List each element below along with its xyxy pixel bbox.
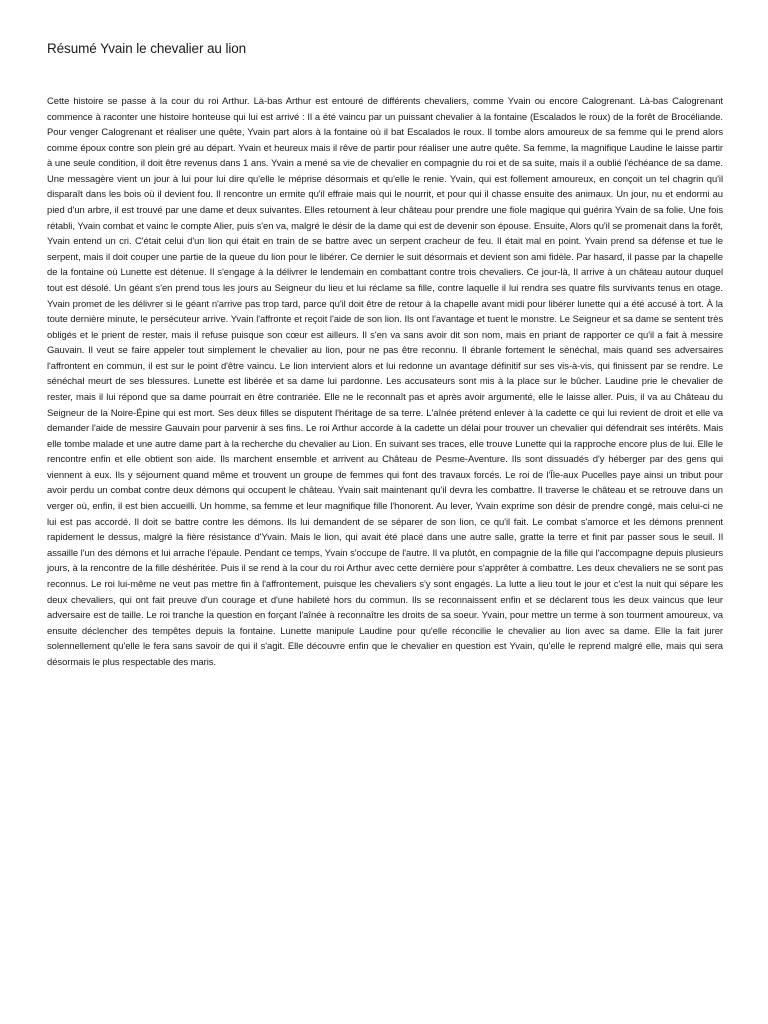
document-title: Résumé Yvain le chevalier au lion xyxy=(47,41,247,56)
document-body-text: Cette histoire se passe à la cour du roi Arthur. Là-bas Arthur est entouré de différents chevaliers, comme Yvain ou encore Calogrenant. Là-bas Calogrenant commence à raconter une histoire honteuse qui lui est arrivé : Il a été vaincu par un puissant chevalier à la fontaine (Escalados le roux) de la forêt de Brocéliande. Pour venger Calogrenant et réaliser une quête, Yvain part alors à la fontaine où il bat Escalados le roux. Il tombe alors amoureux de sa femme qui le prend alors comme époux contre son plein gré au départ. Yvain et heureux mais il rêve de partir pour réaliser une autre quête. Sa femme, la magnifique Laudine le laisse partir à une seule condition, il doit être revenus dans 1 ans. Yvain a mené sa vie de chevalier en compagnie du roi et de sa suite, mais il a oublié l'échéance de sa dame. Une messagère vient un jour à lui pour lui dire qu'elle le méprise désormais et qu'elle le renie. Yvain, qui est follement amoureux, en conçoit un tel chagrin qu'il disparaît dans les bois où il devient fou. Il rencontre un ermite qu'il effraie mais qui le nourrit, et pour qui il chasse ensuite des animaux. Un jour, nu et endormi au pied d'un arbre, il est trouvé par une dame et deux suivantes. Elles retournent à leur château pour prendre une fiole magique qui guérira Yvain de sa folie. Une fois rétabli, Yvain combat et vainc le compte Alier, puis s'en va, malgré le désir de la dame qui est de devenir son épouse. Ensuite, Alors qu'il se promenait dans la forêt, Yvain entend un cri. C'était celui d'un lion qui était en train de se battre avec un serpent cracheur de feu. Il était mal en point. Yvain prend sa défense et tue le serpent, mais il doit couper une partie de la queue du lion pour le libérer. Ce dernier le suit désormais et devient son ami fidèle. Par hasard, il passe par la chapelle de la fontaine où Lunette est détenue. Il s'engage à la délivrer le lendemain en combattant contre trois chevaliers. Ce jour-là, Il arrive à un château autour duquel tout est désolé. Un géant s'en prend tous les jours au Seigneur du lieu et lui réclame sa fille, contre laquelle il lui rendra ses quatre fils survivants tenus en otage. Yvain promet de les délivrer si le géant n'arrive pas trop tard, parce qu'il doit être de retour à la chapelle avant midi pour libérer lunette qui a été accusé à tort. À la toute dernière minute, le persécuteur arrive. Yvain l'affronte et reçoit l'aide de son lion. Ils ont l'avantage et tuent le monstre. Le Seigneur et sa dame se sentent très obligés et le prient de rester, mais il refuse puisque son cœur est ailleurs. Il s'en va sans avoir dit son nom, mais en priant de rapporter ce qu'il a fait à messire Gauvain. Il veut se faire appeler tout simplement le chevalier au lion, pour ne pas être reconnu. Il ébranle fortement le sénéchal, mais quand ses adversaires l'affrontent en commun, il est sur le point d'être vaincu. Le lion intervient alors et lui redonne un avantage définitif sur ses vis-à-vis, qui finissent par se rendre. Le sénéchal meurt de ses blessures. Lunette est libérée et sa dame lui pardonne. Les accusateurs sont mis à la place sur le bûcher. Laudine prie le chevalier de rester, mais il lui répond que sa dame pourrait en être contrariée. Elle ne le reconnaît pas et après avoir argumenté, elle le laisse aller. Puis, il va au Château du Seigneur de la Noire-Épine qui est mort. Ses deux filles se disputent l'héritage de sa terre. L'aînée prétend enlever à la cadette ce qui lui revient de droit et elle va demander l'aide de messire Gauvain pour parvenir à ses fins. Le roi Arthur accorde à la cadette un délai pour trouver un chevalier qui défendrait ses intérêts. Mais elle tombe malade et une autre dame part à la recherche du chevalier au Lion. En suivant ses traces, elle trouve Lunette qui la rapproche encore plus de lui. Elle le rencontre enfin et elle obtient son aide. Ils marchent ensemble et arrivent au Château de Pesme-Aventure. Ils sont dissuadés d'y héberger par des gens qui viennent à eux. Ils y séjournent quand même et trouvent un groupe de femmes qui font des travaux forcés. Le roi de l'Île-aux Pucelles paye ainsi un tribut pour avoir perdu un combat contre deux démons qui occupent le château. Yvain sait maintenant qu'il devra les combattre. Il traverse le château et se retrouve dans un verger où, enfin, il est bien accueilli. Un homme, sa femme et leur magnifique fille l'honorent. Au lever, Yvain exprime son désir de prendre congé, mais celui-ci ne lui est pas accordé. Il doit se battre contre les démons. Ils lui demandent de se séparer de son lion, ce qu'il fait. Le combat s'amorce et les démons prennent rapidement le dessus, malgré la fière résistance d'Yvain. Mais le lion, qui avait été placé dans une autre salle, gratte la terre et finit par passer sous le seuil. Il assaille l'un des démons et lui arrache l'épaule. Pendant ce temps, Yvain s'occupe de l'autre. Il va plutôt, en compagnie de la fille qui l'accompagne depuis plusieurs jours, à la rencontre de la fille déshéritée. Puis il se rend à la cour du roi Arthur avec cette dernière pour s'apprêter à combattre. Les deux chevaliers ne se sont pas reconnus. Le roi lui-même ne veut pas mettre fin à l'affrontement, puisque les chevaliers s'y sont engagés. La lutte a lieu tout le jour et c'est la nuit qui sépare les deux chevaliers, qui ont fait preuve d'un courage et d'une habileté hors du commun. Ils se reconnaissent enfin et se déclarent tous les deux vaincus que leur adversaire est de taille. Le roi tranche la question en forçant l'aînée à reconnaître les droits de sa soeur. Yvain, pour mettre un terme à son tourment amoureux, va ensuite déclencher des tempêtes depuis la fontaine. Lunette manipule Laudine pour qu'elle réconcilie le chevalier au lion avec sa dame. Elle la fait jurer solennellement qu'elle le fera sans savoir de qui il s'agit. Elle découvre enfin que le chevalier en question est Yvain, qu'elle le reprend malgré elle, mais qui sera désormais le plus respectable des maris. xyxy=(47,96,723,668)
